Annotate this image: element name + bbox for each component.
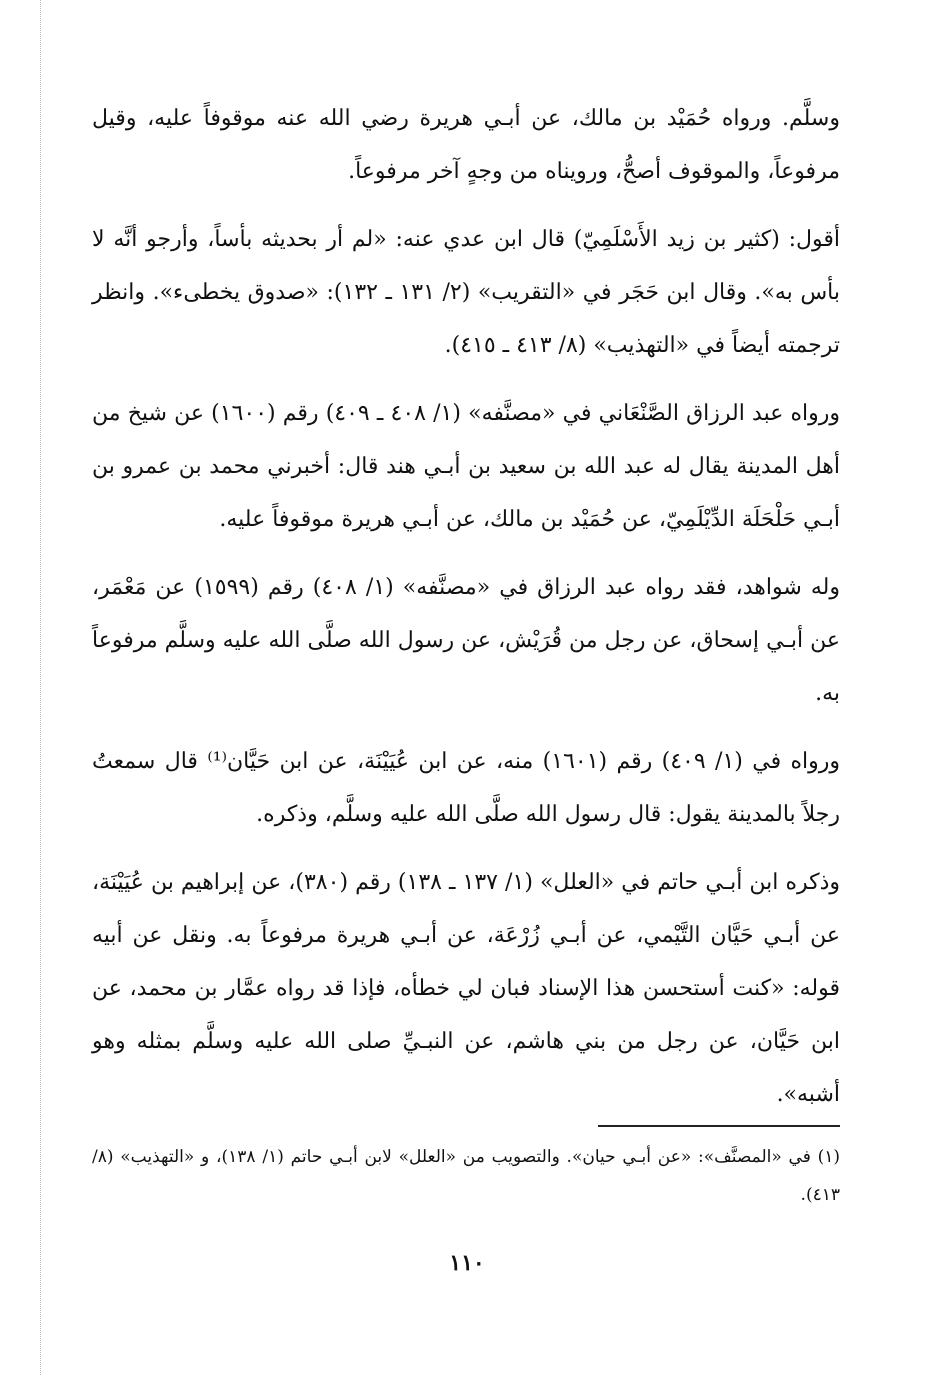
paragraph-5: ورواه في (١/ ٤٠٩) رقم (١٦٠١) منه، عن ابن عُيَيْنَة، عن ابن حَيَّان⁽¹⁾ قال سمعتُ رجلاً بالمدينة يقول: قال رسول الله صلَّى الله عليه وسلَّم، وذكره. (92, 749, 840, 827)
scan-edge-line (40, 0, 41, 1375)
paragraph-4: وله شواهد، فقد رواه عبد الرزاق في «مصنَّفه» (١/ ٤٠٨) رقم (١٥٩٩) عن مَعْمَر، عن أبـي إسحاق، عن رجل من قُرَيْش، عن رسول الله صلَّى الله عليه وسلَّم مرفوعاً به. (92, 575, 840, 706)
main-text (92, 92, 840, 1121)
paragraph-1: وسلَّم. ورواه حُمَيْد بن مالك، عن أبـي هريرة رضي الله عنه موقوفاً عليه، وقيل مرفوعاً، والموقوف أصحُّ، ورويناه من وجهٍ آخر مرفوعاً. (92, 106, 840, 184)
footnote-separator (598, 1125, 840, 1127)
paragraph-3: ورواه عبد الرزاق الصَّنْعَاني في «مصنَّفه» (١/ ٤٠٨ ـ ٤٠٩) رقم (١٦٠٠) عن شيخ من أهل المدينة يقال له عبد الله بن سعيد بن أبـي هند قال: أخبرني محمد بن عمرو بن أبـي حَلْحَلَة الدِّيْلَمِيّ، عن حُمَيْد بن مالك، عن أبـي هريرة موقوفاً عليه. (92, 401, 841, 532)
page-number: ١١٠ (449, 1250, 485, 1276)
paragraph-2: أقول: (كثير بن زيد الأَسْلَمِيّ) قال ابن عدي عنه: «لم أر بحديثه بأساً، وأرجو أنَّه لا بأس به». وقال ابن حَجَر في «التقريب» (٢/ ١٣١ ـ ١٣٢): «صدوق يخطىء». وانظر ترجمته أيضاً في «التهذيب» (٨/ ٤١٣ ـ ٤١٥). (92, 227, 840, 358)
paragraph-6: وذكره ابن أبـي حاتم في «العلل» (١/ ١٣٧ ـ ١٣٨) رقم (٣٨٠)، عن إبراهيم بن عُيَيْنَة، عن أبـي حَيَّان التَّيْمي، عن أبـي زُرْعَة، عن أبـي هريرة مرفوعاً به. ونقل عن أبيه قوله: «كنت أستحسن هذا الإسناد فبان لي خطأه، فإذا قد رواه عمَّار بن محمد، عن ابن حَيَّان، عن رجل من بني هاشم، عن النبـيِّ صلى الله عليه وسلَّم بمثله وهو أشبه». (92, 870, 841, 1107)
footnote-1: (١) في «المصنَّف»: «عن أبـي حيان». والتصويب من «العلل» لابن أبـي حاتم (١/ ١٣٨)، و «التهذيب» (٨/ ٤١٣). (92, 1147, 840, 1205)
footnotes (92, 1138, 840, 1214)
